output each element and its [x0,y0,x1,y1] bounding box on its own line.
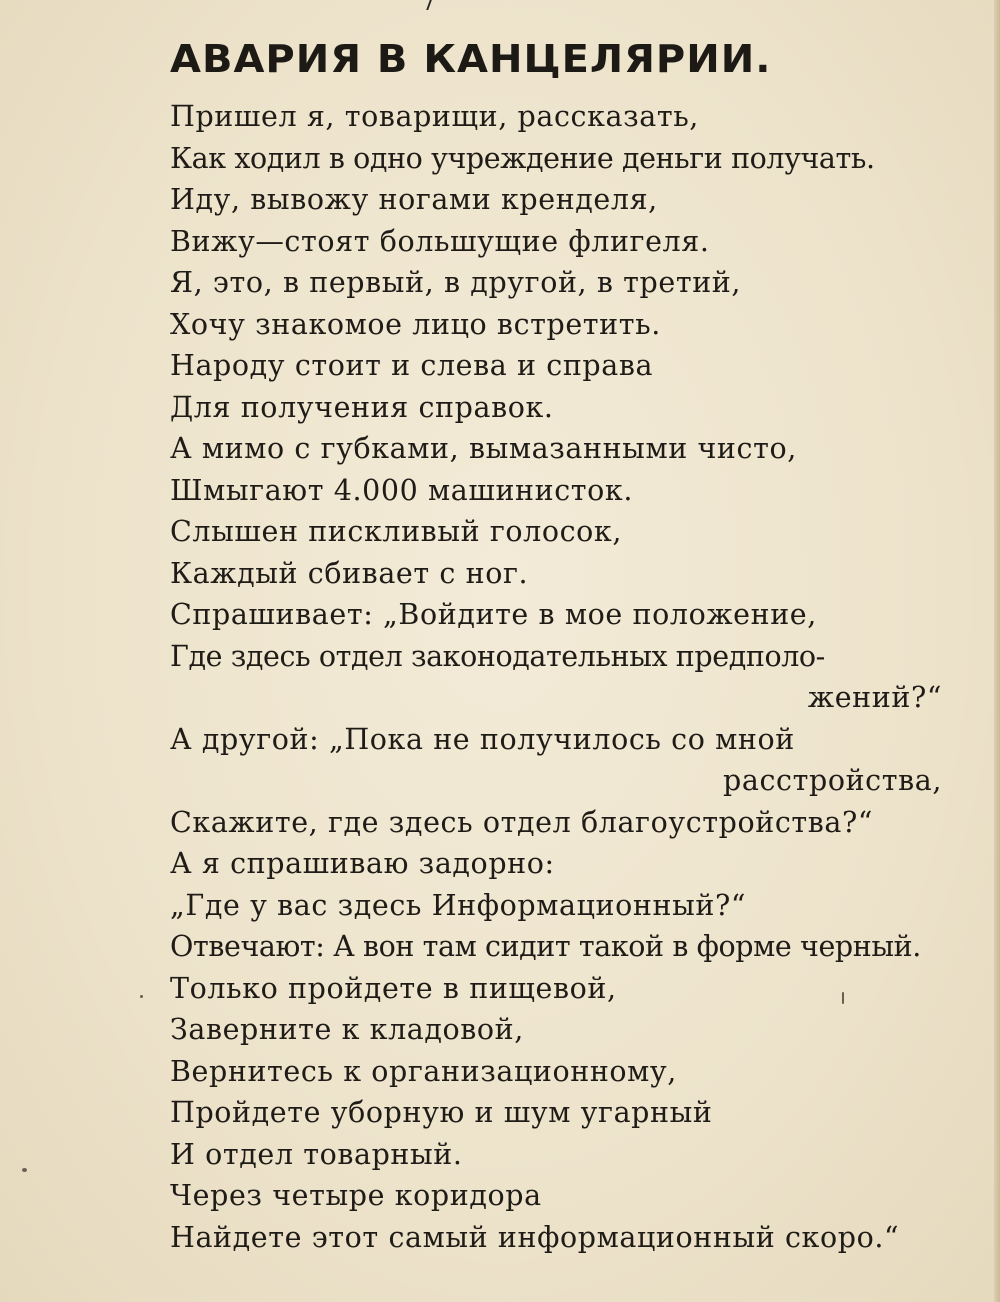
poem-line: Каждый сбивает с ног. [170,556,529,590]
poem-line-continuation: расстройства, [723,764,942,797]
poem-line: Найдете этот самый информационный скоро.“ [170,1220,900,1254]
poem-line: Скажите, где здесь отдел благоустройства?“ [170,805,874,839]
poem-line: Вижу—стоят большущие флигеля. [170,224,710,258]
poem-line: Через четыре коридора [170,1179,542,1212]
page-edge-shadow [994,0,1000,1302]
poem-line: И отдел товарный. [170,1137,463,1171]
poem-line: Шмыгают 4.000 машинисток. [170,473,633,507]
poem-line: А мимо с губками, вымазанными чисто, [170,432,797,465]
poem-line: Пройдете уборную и шум угарный [170,1096,713,1129]
poem-line: Для получения справок. [170,390,554,424]
poem-line: Спрашивает: „Войдите в мое положение, [170,598,817,631]
poem-line: А я спрашиваю задорно: [170,847,555,880]
poem-line: А другой: „Пока не получилось со мной [170,722,795,756]
poem-line: Как ходил в одно учреждение деньги получать. [170,141,875,175]
poem-line: Иду, вывожу ногами кренделя, [170,183,658,216]
top-ink-mark [426,0,436,10]
paper-speck [140,995,143,998]
poem-line: Пришел я, товарищи, рассказать, [170,100,699,133]
poem-body [170,96,950,1258]
poem-line: Только пройдете в пищевой, [170,971,617,1005]
poem-line-continuation: жений?“ [807,681,942,714]
poem-line: Народу стоит и слева и справа [170,349,654,382]
poem-line: Где здесь отдел законодательных предполо- [170,639,825,673]
poem-title: АВАРИЯ В КАНЦЕЛЯРИИ. [170,38,772,82]
poem-line: Вернитесь к организационному, [170,1054,677,1088]
poem-line: Заверните к кладовой, [170,1013,524,1046]
poem-line: „Где у вас здесь Информационный?“ [170,888,747,922]
poem-line: Отвечают: А вон там сидит такой в форме черный. [170,930,921,963]
poem-line: Я, это, в первый, в другой, в третий, [170,266,742,299]
poem-line: Слышен пискливый голосок, [170,515,623,548]
paper-speck [22,1168,27,1172]
poem-line: Хочу знакомое лицо встретить. [170,307,661,341]
